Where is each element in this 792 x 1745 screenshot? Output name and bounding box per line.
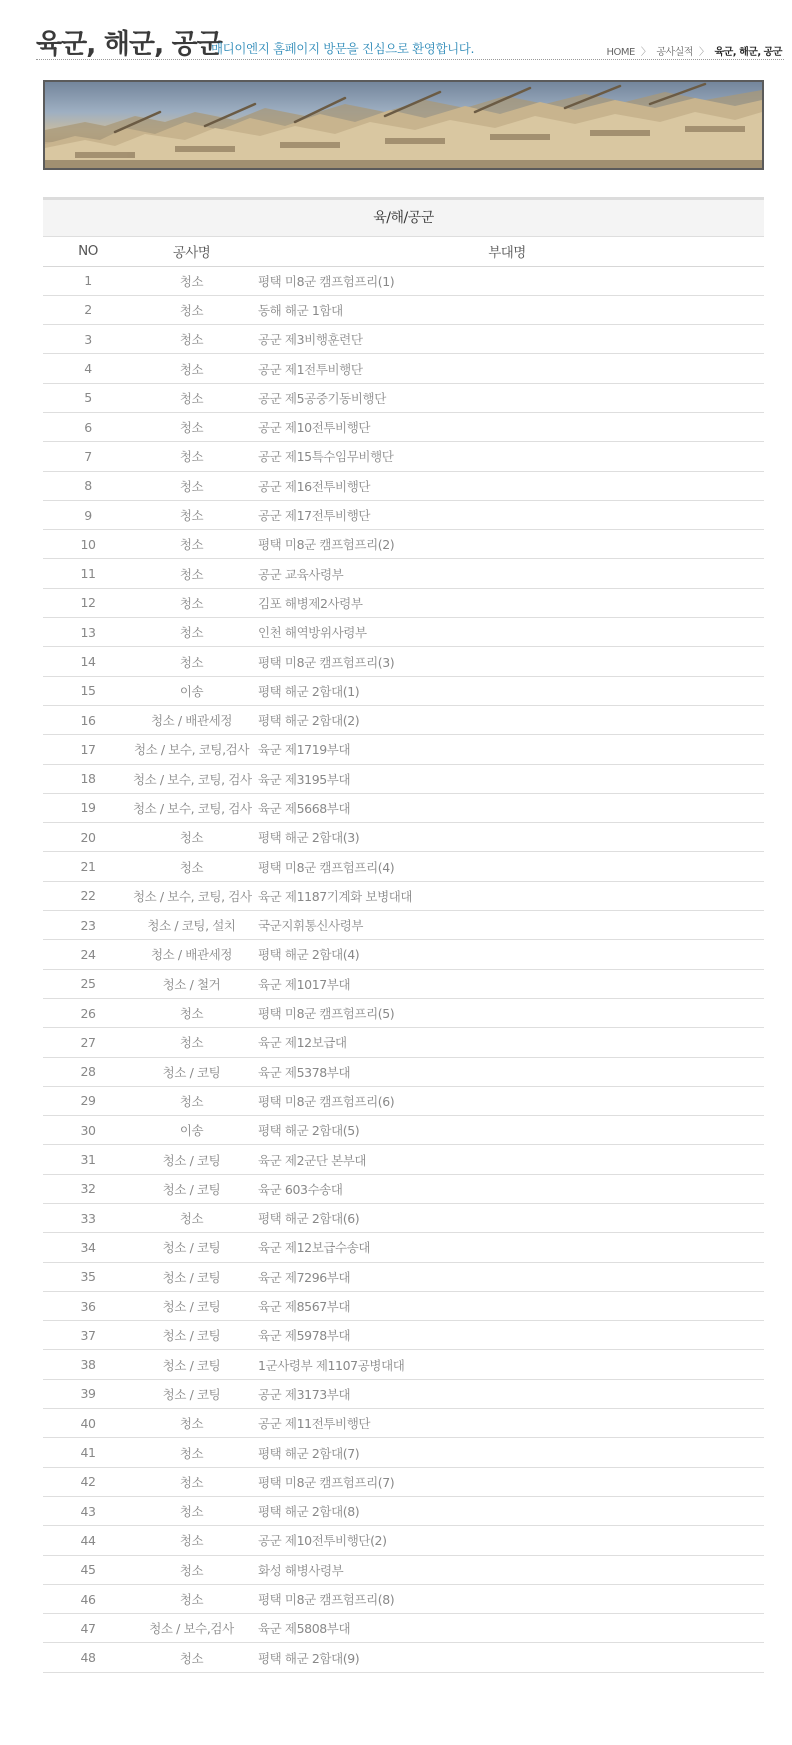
table-row bbox=[43, 530, 764, 559]
table-row bbox=[43, 705, 764, 734]
row-no: 3 bbox=[43, 325, 133, 354]
row-no: 29 bbox=[43, 1086, 133, 1115]
row-no: 7 bbox=[43, 442, 133, 471]
row-no: 20 bbox=[43, 823, 133, 852]
row-work-name: 청소 / 코팅, 설치 bbox=[133, 911, 250, 940]
row-no: 40 bbox=[43, 1409, 133, 1438]
row-unit-name: 화성 해병사령부 bbox=[250, 1555, 764, 1584]
row-no: 25 bbox=[43, 969, 133, 998]
row-unit-name: 평택 미8군 캠프험프리(5) bbox=[250, 998, 764, 1027]
row-unit-name: 공군 제17전투비행단 bbox=[250, 500, 764, 529]
row-unit-name: 육군 제12보급수송대 bbox=[250, 1233, 764, 1262]
row-work-name: 청소 bbox=[133, 500, 250, 529]
row-unit-name: 공군 제1전투비행단 bbox=[250, 354, 764, 383]
row-unit-name: 육군 제7296부대 bbox=[250, 1262, 764, 1291]
breadcrumb-current: 육군, 해군, 공군 bbox=[714, 47, 782, 58]
row-unit-name: 육군 제5808부대 bbox=[250, 1614, 764, 1643]
breadcrumb-section-link[interactable]: 공사실적 bbox=[656, 47, 693, 58]
table-row bbox=[43, 295, 764, 324]
row-no: 34 bbox=[43, 1233, 133, 1262]
row-unit-name: 평택 미8군 캠프험프리(6) bbox=[250, 1086, 764, 1115]
row-no: 26 bbox=[43, 998, 133, 1027]
breadcrumb-home-link[interactable]: HOME bbox=[606, 47, 635, 58]
row-no: 2 bbox=[43, 295, 133, 324]
row-no: 42 bbox=[43, 1467, 133, 1496]
row-unit-name: 평택 미8군 캠프험프리(7) bbox=[250, 1467, 764, 1496]
row-no: 47 bbox=[43, 1614, 133, 1643]
row-no: 32 bbox=[43, 1174, 133, 1203]
row-unit-name: 공군 제10전투비행단 bbox=[250, 412, 764, 441]
table-row bbox=[43, 998, 764, 1027]
row-work-name: 청소 bbox=[133, 442, 250, 471]
row-unit-name: 평택 미8군 캠프험프리(2) bbox=[250, 530, 764, 559]
table-row bbox=[43, 588, 764, 617]
row-no: 38 bbox=[43, 1350, 133, 1379]
table-row bbox=[43, 1204, 764, 1233]
table-row bbox=[43, 354, 764, 383]
row-work-name: 청소 bbox=[133, 295, 250, 324]
row-unit-name: 공군 제10전투비행단(2) bbox=[250, 1526, 764, 1555]
row-work-name: 청소 bbox=[133, 823, 250, 852]
row-unit-name: 공군 제5공중기동비행단 bbox=[250, 383, 764, 412]
banner-image bbox=[43, 80, 764, 170]
table-caption: 육/해/공군 bbox=[43, 197, 764, 237]
row-work-name: 청소 bbox=[133, 266, 250, 295]
table-row bbox=[43, 1057, 764, 1086]
row-unit-name: 육군 제5378부대 bbox=[250, 1057, 764, 1086]
row-work-name: 청소 / 보수, 코팅, 검사 bbox=[133, 764, 250, 793]
row-no: 43 bbox=[43, 1496, 133, 1525]
table-row bbox=[43, 852, 764, 881]
row-work-name: 청소 bbox=[133, 1555, 250, 1584]
row-unit-name: 평택 해군 2함대(6) bbox=[250, 1204, 764, 1233]
row-work-name: 청소 bbox=[133, 1438, 250, 1467]
row-unit-name: 공군 제15특수임무비행단 bbox=[250, 442, 764, 471]
page-title: 육군, 해군, 공군 bbox=[36, 29, 222, 60]
row-no: 37 bbox=[43, 1321, 133, 1350]
row-unit-name: 평택 해군 2함대(1) bbox=[250, 676, 764, 705]
table-row bbox=[43, 325, 764, 354]
row-no: 41 bbox=[43, 1438, 133, 1467]
row-no: 8 bbox=[43, 471, 133, 500]
row-work-name: 이송 bbox=[133, 1116, 250, 1145]
row-no: 15 bbox=[43, 676, 133, 705]
row-work-name: 청소 bbox=[133, 1028, 250, 1057]
row-no: 28 bbox=[43, 1057, 133, 1086]
table-row bbox=[43, 1467, 764, 1496]
row-work-name: 청소 bbox=[133, 1496, 250, 1525]
row-work-name: 청소 bbox=[133, 1204, 250, 1233]
header-divider bbox=[36, 59, 784, 60]
row-no: 30 bbox=[43, 1116, 133, 1145]
row-no: 9 bbox=[43, 500, 133, 529]
row-unit-name: 동해 해군 1함대 bbox=[250, 295, 764, 324]
row-no: 6 bbox=[43, 412, 133, 441]
row-work-name: 청소 bbox=[133, 354, 250, 383]
table-row bbox=[43, 1643, 764, 1672]
row-no: 14 bbox=[43, 647, 133, 676]
row-unit-name: 평택 해군 2함대(8) bbox=[250, 1496, 764, 1525]
column-header-unit: 부대명 bbox=[250, 237, 764, 266]
row-work-name: 청소 bbox=[133, 412, 250, 441]
row-work-name: 청소 / 코팅 bbox=[133, 1174, 250, 1203]
table-row bbox=[43, 1379, 764, 1408]
row-unit-name: 공군 제16전투비행단 bbox=[250, 471, 764, 500]
row-work-name: 청소 bbox=[133, 1643, 250, 1672]
row-no: 21 bbox=[43, 852, 133, 881]
row-unit-name: 김포 해병제2사령부 bbox=[250, 588, 764, 617]
row-unit-name: 평택 해군 2함대(2) bbox=[250, 705, 764, 734]
row-unit-name: 육군 제1719부대 bbox=[250, 735, 764, 764]
row-work-name: 청소 / 코팅 bbox=[133, 1321, 250, 1350]
row-work-name: 청소 bbox=[133, 1467, 250, 1496]
row-work-name: 이송 bbox=[133, 676, 250, 705]
table-row bbox=[43, 559, 764, 588]
table-header-row bbox=[43, 237, 764, 266]
table-body bbox=[43, 266, 764, 1672]
row-work-name: 청소 / 배관세정 bbox=[133, 940, 250, 969]
table-row bbox=[43, 1584, 764, 1613]
table-row bbox=[43, 793, 764, 822]
table-row bbox=[43, 1145, 764, 1174]
column-header-no: NO bbox=[43, 237, 133, 266]
table-row bbox=[43, 1174, 764, 1203]
row-unit-name: 육군 제5668부대 bbox=[250, 793, 764, 822]
table-row bbox=[43, 1555, 764, 1584]
row-work-name: 청소 / 코팅 bbox=[133, 1145, 250, 1174]
row-unit-name: 육군 제3195부대 bbox=[250, 764, 764, 793]
row-unit-name: 육군 제1187기계화 보병대대 bbox=[250, 881, 764, 910]
row-no: 23 bbox=[43, 911, 133, 940]
table-row bbox=[43, 618, 764, 647]
row-unit-name: 평택 미8군 캠프험프리(8) bbox=[250, 1584, 764, 1613]
row-work-name: 청소 / 보수,검사 bbox=[133, 1614, 250, 1643]
row-no: 18 bbox=[43, 764, 133, 793]
row-no: 13 bbox=[43, 618, 133, 647]
row-work-name: 청소 bbox=[133, 588, 250, 617]
table-row bbox=[43, 383, 764, 412]
row-work-name: 청소 bbox=[133, 1584, 250, 1613]
row-work-name: 청소 bbox=[133, 559, 250, 588]
row-no: 19 bbox=[43, 793, 133, 822]
row-no: 36 bbox=[43, 1291, 133, 1320]
row-unit-name: 평택 해군 2함대(5) bbox=[250, 1116, 764, 1145]
table-row bbox=[43, 647, 764, 676]
row-work-name: 청소 / 철거 bbox=[133, 969, 250, 998]
row-no: 16 bbox=[43, 705, 133, 734]
military-vehicles-illustration bbox=[45, 82, 762, 168]
row-unit-name: 공군 교육사령부 bbox=[250, 559, 764, 588]
projects-table-section bbox=[43, 197, 764, 1673]
row-unit-name: 국군지휘통신사령부 bbox=[250, 911, 764, 940]
row-unit-name: 육군 제8567부대 bbox=[250, 1291, 764, 1320]
page-header bbox=[0, 0, 792, 60]
table-row bbox=[43, 1438, 764, 1467]
row-work-name: 청소 / 보수, 코팅, 검사 bbox=[133, 881, 250, 910]
row-work-name: 청소 / 배관세정 bbox=[133, 705, 250, 734]
row-work-name: 청소 bbox=[133, 618, 250, 647]
table-row bbox=[43, 764, 764, 793]
row-unit-name: 공군 제11전투비행단 bbox=[250, 1409, 764, 1438]
row-work-name: 청소 / 코팅 bbox=[133, 1291, 250, 1320]
row-no: 46 bbox=[43, 1584, 133, 1613]
row-no: 39 bbox=[43, 1379, 133, 1408]
row-no: 48 bbox=[43, 1643, 133, 1672]
table-row bbox=[43, 1116, 764, 1145]
row-unit-name: 육군 제12보급대 bbox=[250, 1028, 764, 1057]
row-no: 33 bbox=[43, 1204, 133, 1233]
row-work-name: 청소 / 코팅 bbox=[133, 1262, 250, 1291]
row-no: 1 bbox=[43, 266, 133, 295]
welcome-message: 매디이엔지 홈페이지 방문을 진심으로 환영합니다. bbox=[211, 41, 475, 56]
row-work-name: 청소 / 코팅 bbox=[133, 1057, 250, 1086]
projects-table bbox=[43, 237, 764, 1673]
row-unit-name: 육군 제1017부대 bbox=[250, 969, 764, 998]
row-work-name: 청소 / 코팅 bbox=[133, 1379, 250, 1408]
row-work-name: 청소 bbox=[133, 998, 250, 1027]
row-unit-name: 공군 제3173부대 bbox=[250, 1379, 764, 1408]
row-work-name: 청소 / 보수, 코팅,검사 bbox=[133, 735, 250, 764]
row-no: 31 bbox=[43, 1145, 133, 1174]
row-no: 24 bbox=[43, 940, 133, 969]
row-work-name: 청소 bbox=[133, 647, 250, 676]
row-work-name: 청소 / 코팅 bbox=[133, 1233, 250, 1262]
row-no: 17 bbox=[43, 735, 133, 764]
table-row bbox=[43, 500, 764, 529]
row-no: 35 bbox=[43, 1262, 133, 1291]
row-no: 45 bbox=[43, 1555, 133, 1584]
table-row bbox=[43, 1409, 764, 1438]
row-work-name: 청소 bbox=[133, 852, 250, 881]
row-unit-name: 육군 제5978부대 bbox=[250, 1321, 764, 1350]
row-unit-name: 평택 미8군 캠프험프리(3) bbox=[250, 647, 764, 676]
row-no: 4 bbox=[43, 354, 133, 383]
row-unit-name: 평택 해군 2함대(7) bbox=[250, 1438, 764, 1467]
table-row bbox=[43, 412, 764, 441]
row-no: 44 bbox=[43, 1526, 133, 1555]
table-row bbox=[43, 266, 764, 295]
table-row bbox=[43, 1350, 764, 1379]
row-unit-name: 평택 미8군 캠프험프리(4) bbox=[250, 852, 764, 881]
row-no: 5 bbox=[43, 383, 133, 412]
row-work-name: 청소 bbox=[133, 1086, 250, 1115]
chevron-right-icon: 〉 bbox=[640, 47, 651, 58]
table-row bbox=[43, 940, 764, 969]
table-row bbox=[43, 1086, 764, 1115]
table-row bbox=[43, 1233, 764, 1262]
table-row bbox=[43, 1614, 764, 1643]
table-row bbox=[43, 1028, 764, 1057]
table-row bbox=[43, 911, 764, 940]
chevron-right-icon: 〉 bbox=[698, 47, 709, 58]
row-no: 12 bbox=[43, 588, 133, 617]
row-work-name: 청소 bbox=[133, 530, 250, 559]
row-unit-name: 인천 해역방위사령부 bbox=[250, 618, 764, 647]
table-row bbox=[43, 969, 764, 998]
table-row bbox=[43, 471, 764, 500]
row-unit-name: 평택 미8군 캠프험프리(1) bbox=[250, 266, 764, 295]
row-unit-name: 평택 해군 2함대(4) bbox=[250, 940, 764, 969]
row-work-name: 청소 bbox=[133, 325, 250, 354]
column-header-work: 공사명 bbox=[133, 237, 250, 266]
table-row bbox=[43, 1496, 764, 1525]
row-work-name: 청소 bbox=[133, 1526, 250, 1555]
row-work-name: 청소 bbox=[133, 1409, 250, 1438]
row-work-name: 청소 / 보수, 코팅, 검사 bbox=[133, 793, 250, 822]
row-work-name: 청소 / 코팅 bbox=[133, 1350, 250, 1379]
row-unit-name: 1군사령부 제1107공병대대 bbox=[250, 1350, 764, 1379]
table-row bbox=[43, 881, 764, 910]
row-work-name: 청소 bbox=[133, 383, 250, 412]
row-work-name: 청소 bbox=[133, 471, 250, 500]
table-row bbox=[43, 735, 764, 764]
row-unit-name: 육군 603수송대 bbox=[250, 1174, 764, 1203]
table-row bbox=[43, 1291, 764, 1320]
breadcrumb bbox=[606, 43, 782, 58]
row-no: 27 bbox=[43, 1028, 133, 1057]
table-row bbox=[43, 1321, 764, 1350]
row-unit-name: 평택 해군 2함대(3) bbox=[250, 823, 764, 852]
table-row bbox=[43, 442, 764, 471]
row-unit-name: 공군 제3비행훈련단 bbox=[250, 325, 764, 354]
table-row bbox=[43, 1526, 764, 1555]
row-unit-name: 평택 해군 2함대(9) bbox=[250, 1643, 764, 1672]
table-row bbox=[43, 823, 764, 852]
row-no: 22 bbox=[43, 881, 133, 910]
row-unit-name: 육군 제2군단 본부대 bbox=[250, 1145, 764, 1174]
table-row bbox=[43, 1262, 764, 1291]
row-no: 10 bbox=[43, 530, 133, 559]
table-row bbox=[43, 676, 764, 705]
row-no: 11 bbox=[43, 559, 133, 588]
